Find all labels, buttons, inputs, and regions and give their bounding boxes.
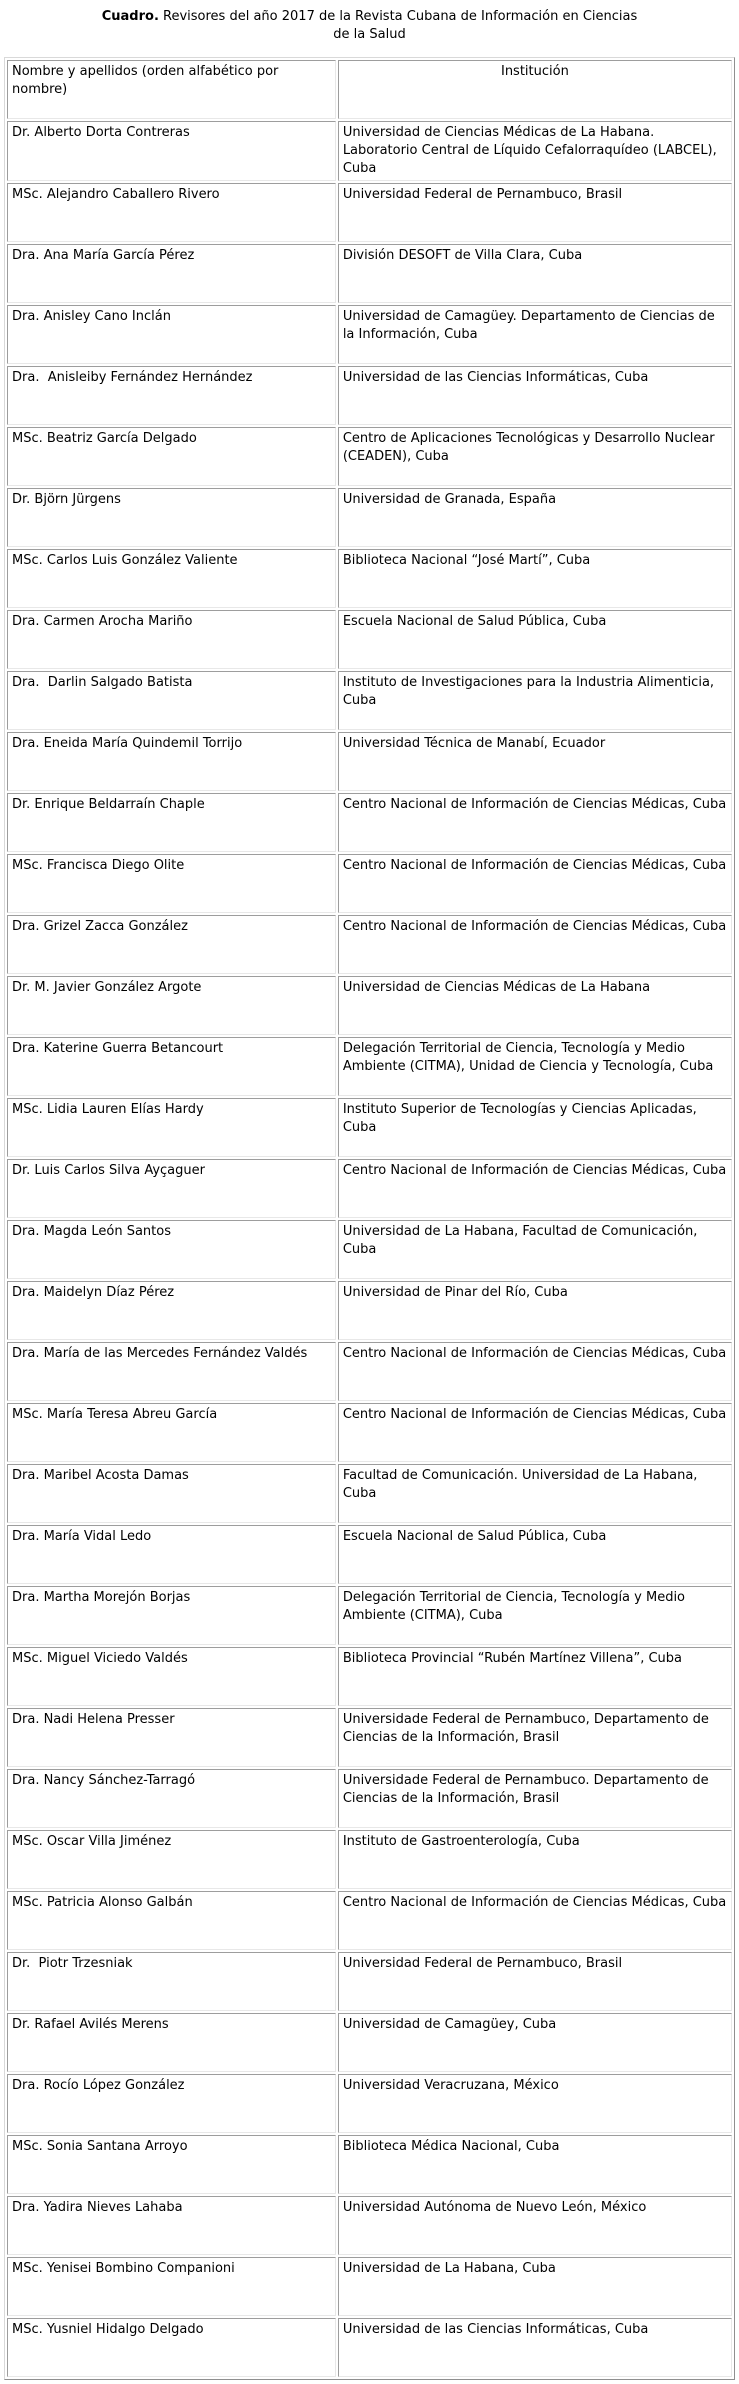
reviewer-name: MSc. Lidia Lauren Elías Hardy [7,1098,336,1157]
header-row [7,60,732,119]
reviewer-name: MSc. Sonia Santana Arroyo [7,2135,336,2194]
table-row [7,1586,732,1645]
reviewer-institution: Centro de Aplicaciones Tecnológicas y Desarrollo Nuclear (CEADEN), Cuba [338,427,732,486]
table-row [7,1159,732,1218]
reviewer-name: Dra. Anisley Cano Inclán [7,305,336,364]
reviewer-name: MSc. Oscar Villa Jiménez [7,1830,336,1889]
table-row [7,2135,732,2194]
table-row [7,1037,732,1096]
reviewer-institution: Delegación Territorial de Ciencia, Tecnología y Medio Ambiente (CITMA), Unidad de Ciencia y Tecnología, Cuba [338,1037,732,1096]
reviewer-name: MSc. Miguel Viciedo Valdés [7,1647,336,1706]
reviewer-institution: Universidade Federal de Pernambuco. Departamento de Ciencias de la Información, Brasil [338,1769,732,1828]
reviewer-name: Dr. M. Javier González Argote [7,976,336,1035]
reviewer-institution: Escuela Nacional de Salud Pública, Cuba [338,1525,732,1584]
table-row [7,244,732,303]
reviewer-name: Dr. Rafael Avilés Merens [7,2013,336,2072]
reviewer-institution: Universidad de La Habana, Facultad de Comunicación, Cuba [338,1220,732,1279]
reviewer-institution: Escuela Nacional de Salud Pública, Cuba [338,610,732,669]
table-row [7,427,732,486]
reviewer-institution: Universidad Veracruzana, México [338,2074,732,2133]
reviewer-name: Dra. Magda León Santos [7,1220,336,1279]
table-row [7,1891,732,1950]
table-row [7,488,732,547]
reviewer-name: MSc. Carlos Luis González Valiente [7,549,336,608]
reviewer-name: Dra. Darlin Salgado Batista [7,671,336,730]
table-row [7,610,732,669]
table-row [7,976,732,1035]
reviewer-institution: Centro Nacional de Información de Ciencias Médicas, Cuba [338,854,732,913]
reviewer-name: Dra. Martha Morejón Borjas [7,1586,336,1645]
reviewer-institution: Universidad Autónoma de Nuevo León, México [338,2196,732,2255]
table-row [7,2196,732,2255]
reviewer-name: Dr. Alberto Dorta Contreras [7,121,336,181]
reviewer-name: Dra. Katerine Guerra Betancourt [7,1037,336,1096]
table-row [7,793,732,852]
header-cell-name: Nombre y apellidos (orden alfabético por nombre) [7,60,336,119]
table-row [7,732,732,791]
reviewer-institution: Centro Nacional de Información de Ciencias Médicas, Cuba [338,1403,732,1462]
reviewer-name: MSc. Yenisei Bombino Companioni [7,2257,336,2316]
reviewer-name: Dra. Grizel Zacca González [7,915,336,974]
reviewer-institution: Universidad Federal de Pernambuco, Brasil [338,1952,732,2011]
reviewer-institution: Centro Nacional de Información de Ciencias Médicas, Cuba [338,793,732,852]
table-row [7,549,732,608]
reviewer-institution: Biblioteca Provincial “Rubén Martínez Villena”, Cuba [338,1647,732,1706]
reviewer-name: Dra. Anisleiby Fernández Hernández [7,366,336,425]
table-row [7,671,732,730]
table-row [7,1220,732,1279]
table-row [7,854,732,913]
reviewer-name: Dr. Enrique Beldarraín Chaple [7,793,336,852]
reviewer-name: MSc. Yusniel Hidalgo Delgado [7,2318,336,2377]
table-row [7,1830,732,1889]
reviewer-name: Dra. Maribel Acosta Damas [7,1464,336,1523]
table-row [7,2318,732,2377]
reviewer-name: Dra. María de las Mercedes Fernández Valdés [7,1342,336,1401]
reviewer-name: Dra. Carmen Arocha Mariño [7,610,336,669]
reviewers-table [4,57,735,2380]
reviewer-institution: Universidad de Pinar del Río, Cuba [338,1281,732,1340]
table-row [7,2257,732,2316]
reviewer-name: MSc. María Teresa Abreu García [7,1403,336,1462]
table-header [7,60,732,119]
reviewer-institution: Centro Nacional de Información de Ciencias Médicas, Cuba [338,1891,732,1950]
reviewer-institution: Universidad de Ciencias Médicas de La Habana. Laboratorio Central de Líquido Cefalorraquídeo (LABCEL), Cuba [338,121,732,181]
reviewer-name: Dra. Nadi Helena Presser [7,1708,336,1767]
table-row [7,183,732,242]
reviewer-institution: Biblioteca Médica Nacional, Cuba [338,2135,732,2194]
reviewer-name: Dra. Rocío López González [7,2074,336,2133]
table-row [7,1952,732,2011]
reviewer-institution: Universidad de las Ciencias Informáticas, Cuba [338,2318,732,2377]
table-body [7,121,732,2377]
reviewer-institution: Universidad de Ciencias Médicas de La Habana [338,976,732,1035]
table-row [7,1281,732,1340]
table-row [7,1464,732,1523]
reviewer-institution: Universidad de Granada, España [338,488,732,547]
table-row [7,1708,732,1767]
reviewer-name: Dra. Ana María García Pérez [7,244,336,303]
reviewer-institution: Facultad de Comunicación. Universidad de La Habana, Cuba [338,1464,732,1523]
reviewer-institution: Centro Nacional de Información de Ciencias Médicas, Cuba [338,1342,732,1401]
reviewer-institution: Delegación Territorial de Ciencia, Tecnología y Medio Ambiente (CITMA), Cuba [338,1586,732,1645]
reviewer-name: Dr. Björn Jürgens [7,488,336,547]
table-row [7,1098,732,1157]
reviewer-name: Dr. Luis Carlos Silva Ayçaguer [7,1159,336,1218]
table-caption [97,8,642,44]
reviewer-name: Dra. Nancy Sánchez-Tarragó [7,1769,336,1828]
reviewer-institution: Universidade Federal de Pernambuco, Departamento de Ciencias de la Información, Brasil [338,1708,732,1767]
reviewer-name: MSc. Francisca Diego Olite [7,854,336,913]
header-cell-institution: Institución [338,60,732,119]
reviewer-institution: Universidad de Camagüey, Cuba [338,2013,732,2072]
reviewer-institution: Instituto de Gastroenterología, Cuba [338,1830,732,1889]
reviewer-institution: División DESOFT de Villa Clara, Cuba [338,244,732,303]
reviewer-institution: Instituto Superior de Tecnologías y Ciencias Aplicadas, Cuba [338,1098,732,1157]
reviewer-name: Dra. Yadira Nieves Lahaba [7,2196,336,2255]
table-row [7,1342,732,1401]
table-row [7,305,732,364]
reviewer-institution: Centro Nacional de Información de Ciencias Médicas, Cuba [338,915,732,974]
table-row [7,121,732,181]
table-row [7,915,732,974]
table-row [7,2013,732,2072]
reviewer-institution: Universidad Técnica de Manabí, Ecuador [338,732,732,791]
table-row [7,1769,732,1828]
reviewer-institution: Universidad de La Habana, Cuba [338,2257,732,2316]
reviewer-institution: Universidad de Camagüey. Departamento de Ciencias de la Información, Cuba [338,305,732,364]
reviewer-name: Dra. Eneida María Quindemil Torrijo [7,732,336,791]
reviewer-name: Dr. Piotr Trzesniak [7,1952,336,2011]
reviewer-name: Dra. María Vidal Ledo [7,1525,336,1584]
table-row [7,1647,732,1706]
reviewer-name: MSc. Patricia Alonso Galbán [7,1891,336,1950]
caption-label: Cuadro. [101,9,159,24]
reviewer-name: Dra. Maidelyn Díaz Pérez [7,1281,336,1340]
reviewer-institution: Instituto de Investigaciones para la Industria Alimenticia, Cuba [338,671,732,730]
reviewer-institution: Centro Nacional de Información de Ciencias Médicas, Cuba [338,1159,732,1218]
reviewer-institution: Biblioteca Nacional “José Martí”, Cuba [338,549,732,608]
table-row [7,1525,732,1584]
reviewer-name: MSc. Alejandro Caballero Rivero [7,183,336,242]
table-row [7,1403,732,1462]
reviewer-name: MSc. Beatriz García Delgado [7,427,336,486]
caption-text: Revisores del año 2017 de la Revista Cubana de Información en Ciencias de la Salud [158,9,638,42]
reviewer-institution: Universidad de las Ciencias Informáticas, Cuba [338,366,732,425]
table-row [7,2074,732,2133]
table-row [7,366,732,425]
reviewer-institution: Universidad Federal de Pernambuco, Brasil [338,183,732,242]
